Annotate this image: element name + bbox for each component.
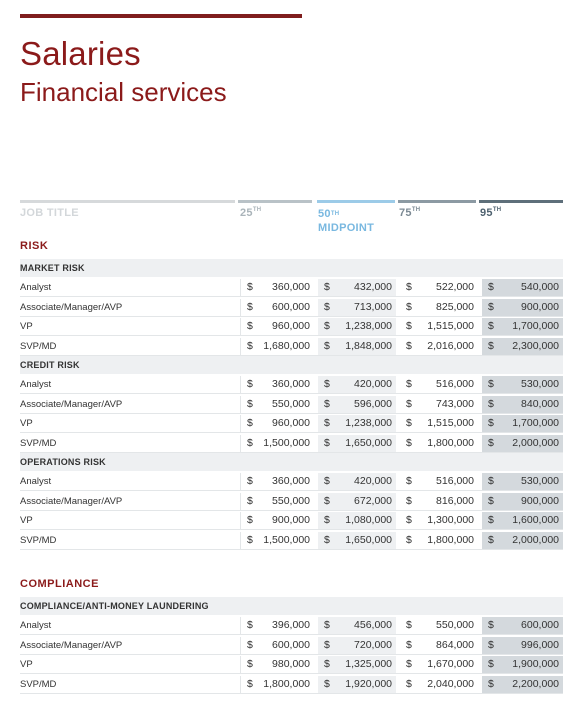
currency-symbol: $ [406,619,412,631]
salary-cell-p75 [400,473,478,490]
salary-cell-p75 [400,435,478,452]
currency-symbol: $ [247,378,253,390]
salary-cell-p95 [482,415,563,432]
salary-cell-p95 [482,396,563,413]
top-rule [20,14,302,18]
salary-amount: 1,238,000 [345,417,392,429]
salary-amount: 1,500,000 [263,436,310,449]
table-row [20,531,563,550]
currency-symbol: $ [324,378,330,390]
salary-cell-p25 [240,512,314,529]
salary-amount: 516,000 [436,475,474,487]
salary-cell-p50 [318,279,396,296]
salary-amount: 1,515,000 [427,320,474,332]
column-rule-50th [317,200,395,203]
salary-cell-p75 [400,338,478,355]
salary-amount: 1,900,000 [512,658,559,670]
job-title-cell: Analyst [20,282,52,293]
currency-symbol: $ [324,638,330,651]
salary-amount: 2,200,000 [512,677,559,690]
salary-amount: 550,000 [272,494,310,507]
salary-amount: 600,000 [272,638,310,651]
salary-cell-p95 [482,637,563,654]
salary-amount: 864,000 [436,638,474,651]
salary-cell-p25 [240,318,314,335]
job-title-cell: VP [20,418,33,429]
salary-cell-p75 [400,299,478,316]
column-rule-75th [398,200,476,203]
salary-amount: 1,080,000 [345,514,392,526]
salary-cell-p50 [318,617,396,634]
salary-amount: 900,000 [521,300,559,313]
salary-amount: 1,800,000 [427,436,474,449]
table-row [20,492,563,511]
currency-symbol: $ [247,397,253,410]
table-row [20,298,563,317]
salary-amount: 1,848,000 [345,339,392,352]
currency-symbol: $ [247,436,253,449]
salary-amount: 456,000 [354,619,392,631]
salary-amount: 960,000 [272,320,310,332]
salary-amount: 2,000,000 [512,533,559,546]
currency-symbol: $ [406,436,412,449]
table-row [20,636,563,655]
salary-amount: 2,016,000 [427,339,474,352]
currency-symbol: $ [247,638,253,651]
column-header-75th-suffix: TH [411,207,421,213]
salary-amount: 816,000 [436,494,474,507]
salary-cell-p50 [318,338,396,355]
salary-amount: 360,000 [272,281,310,293]
salary-cell-p25 [240,279,314,296]
salary-cell-p50 [318,396,396,413]
salary-amount: 1,800,000 [263,677,310,690]
currency-symbol: $ [488,677,494,690]
salary-amount: 980,000 [272,658,310,670]
salary-amount: 1,650,000 [345,436,392,449]
salary-cell-p50 [318,637,396,654]
job-title-cell: Associate/Manager/AVP [20,639,123,651]
salary-amount: 360,000 [272,378,310,390]
currency-symbol: $ [324,281,330,293]
salary-cell-p95 [482,493,563,510]
salary-amount: 672,000 [354,494,392,507]
salary-cell-p50 [318,473,396,490]
salary-cell-p50 [318,512,396,529]
currency-symbol: $ [488,339,494,352]
salary-amount: 960,000 [272,417,310,429]
job-title-cell: Associate/Manager/AVP [20,301,123,313]
salary-cell-p95 [482,512,563,529]
currency-symbol: $ [488,436,494,449]
salary-cell-p75 [400,676,478,693]
salary-cell-p75 [400,637,478,654]
currency-symbol: $ [406,417,412,429]
column-header-50th-suffix: TH [330,211,340,217]
currency-symbol: $ [247,533,253,546]
salary-cell-p95 [482,318,563,335]
salary-cell-p75 [400,376,478,393]
currency-symbol: $ [406,281,412,293]
salary-cell-p50 [318,493,396,510]
job-title-cell: VP [20,321,33,332]
salary-cell-p75 [400,617,478,634]
table-row [20,278,563,297]
salary-amount: 996,000 [521,638,559,651]
currency-symbol: $ [488,533,494,546]
salary-cell-p95 [482,532,563,549]
salary-amount: 600,000 [521,619,559,631]
job-title-cell: VP [20,515,33,526]
currency-symbol: $ [247,514,253,526]
salary-cell-p25 [240,656,314,673]
table-row [20,655,563,674]
salary-amount: 900,000 [521,494,559,507]
currency-symbol: $ [406,514,412,526]
job-title-cell: Associate/Manager/AVP [20,398,123,410]
salary-amount: 550,000 [272,397,310,410]
column-header-25th-suffix: TH [252,207,262,213]
salary-amount: 2,040,000 [427,677,474,690]
currency-symbol: $ [488,619,494,631]
salary-cell-p25 [240,299,314,316]
table-row [20,375,563,394]
salary-cell-p50 [318,318,396,335]
column-header-25th-number: 25 [240,207,253,219]
currency-symbol: $ [488,417,494,429]
currency-symbol: $ [247,320,253,332]
salary-cell-p95 [482,299,563,316]
salary-amount: 530,000 [521,475,559,487]
table-row [20,472,563,491]
salary-cell-p25 [240,376,314,393]
salary-amount: 2,300,000 [512,339,559,352]
currency-symbol: $ [324,339,330,352]
salary-cell-p95 [482,617,563,634]
column-header-75th-number: 75 [399,207,412,219]
salary-amount: 825,000 [436,300,474,313]
salary-cell-p50 [318,299,396,316]
column-header-50th-number: 50 [318,208,331,220]
salary-cell-p25 [240,617,314,634]
job-title-cell: Analyst [20,476,52,487]
currency-symbol: $ [488,320,494,332]
salary-amount: 1,300,000 [427,514,474,526]
salary-amount: 1,700,000 [512,320,559,332]
salary-cell-p50 [318,532,396,549]
salary-cell-p95 [482,376,563,393]
salary-cell-p95 [482,473,563,490]
salary-cell-p75 [400,493,478,510]
currency-symbol: $ [324,677,330,690]
currency-symbol: $ [406,339,412,352]
salary-cell-p75 [400,318,478,335]
salary-amount: 743,000 [436,397,474,410]
column-header-95th [480,207,501,219]
salary-cell-p25 [240,637,314,654]
salary-cell-p50 [318,676,396,693]
table-row [20,317,563,336]
salary-amount: 1,680,000 [263,339,310,352]
currency-symbol: $ [406,300,412,313]
salary-cell-p25 [240,338,314,355]
job-title-cell: SVP/MD [20,437,57,449]
salary-amount: 550,000 [436,619,474,631]
currency-symbol: $ [406,320,412,332]
job-title-cell: SVP/MD [20,340,57,352]
salary-cell-p25 [240,676,314,693]
salary-amount: 522,000 [436,281,474,293]
group-header: OPERATIONS RISK [20,453,563,471]
job-title-cell: SVP/MD [20,678,57,690]
currency-symbol: $ [247,677,253,690]
currency-symbol: $ [324,397,330,410]
salary-amount: 900,000 [272,514,310,526]
salary-amount: 540,000 [521,281,559,293]
salary-cell-p25 [240,532,314,549]
salary-amount: 1,700,000 [512,417,559,429]
salary-amount: 516,000 [436,378,474,390]
currency-symbol: $ [247,417,253,429]
currency-symbol: $ [488,281,494,293]
table-row [20,395,563,414]
salary-cell-p75 [400,656,478,673]
salary-cell-p50 [318,656,396,673]
salary-cell-p25 [240,435,314,452]
currency-symbol: $ [406,638,412,651]
salary-amount: 840,000 [521,397,559,410]
group-header: MARKET RISK [20,259,563,277]
salary-amount: 1,238,000 [345,320,392,332]
job-title-cell: VP [20,659,33,670]
job-title-cell: Associate/Manager/AVP [20,495,123,507]
salary-cell-p95 [482,656,563,673]
currency-symbol: $ [247,281,253,293]
currency-symbol: $ [488,378,494,390]
page-title: Salaries [20,35,141,72]
table-row [20,414,563,433]
salary-amount: 1,800,000 [427,533,474,546]
salary-amount: 1,670,000 [427,658,474,670]
currency-symbol: $ [247,339,253,352]
job-title-cell: Analyst [20,620,52,631]
salary-amount: 420,000 [354,378,392,390]
column-rule-95th [479,200,563,203]
table-row [20,434,563,453]
salary-amount: 1,920,000 [345,677,392,690]
currency-symbol: $ [488,514,494,526]
page-subtitle: Financial services [20,77,227,107]
column-rule-25th [238,200,312,203]
salary-amount: 600,000 [272,300,310,313]
salary-cell-p75 [400,532,478,549]
column-rule-job-title [20,200,235,203]
salary-amount: 596,000 [354,397,392,410]
currency-symbol: $ [488,658,494,670]
salary-cell-p50 [318,376,396,393]
salary-cell-p75 [400,512,478,529]
salary-amount: 2,000,000 [512,436,559,449]
currency-symbol: $ [488,397,494,410]
currency-symbol: $ [324,436,330,449]
salary-cell-p95 [482,676,563,693]
salary-amount: 530,000 [521,378,559,390]
salary-amount: 1,500,000 [263,533,310,546]
section-title: COMPLIANCE [20,578,99,590]
salary-cell-p95 [482,435,563,452]
currency-symbol: $ [324,619,330,631]
currency-symbol: $ [406,658,412,670]
currency-symbol: $ [488,300,494,313]
currency-symbol: $ [247,619,253,631]
salary-cell-p50 [318,435,396,452]
table-row [20,337,563,356]
currency-symbol: $ [488,494,494,507]
currency-symbol: $ [406,475,412,487]
salary-cell-p25 [240,396,314,413]
currency-symbol: $ [406,677,412,690]
job-title-cell: SVP/MD [20,534,57,546]
currency-symbol: $ [488,475,494,487]
group-header: CREDIT RISK [20,356,563,374]
currency-symbol: $ [324,300,330,313]
salary-amount: 1,515,000 [427,417,474,429]
column-header-25th [240,207,261,219]
job-title-cell: Analyst [20,379,52,390]
group-header: COMPLIANCE/ANTI-MONEY LAUNDERING [20,597,563,615]
currency-symbol: $ [324,475,330,487]
salary-cell-p75 [400,415,478,432]
salary-cell-p95 [482,279,563,296]
salary-amount: 720,000 [354,638,392,651]
section-title: RISK [20,240,49,252]
currency-symbol: $ [406,378,412,390]
currency-symbol: $ [247,658,253,670]
salary-amount: 432,000 [354,281,392,293]
table-row [20,616,563,635]
currency-symbol: $ [324,417,330,429]
column-header-95th-suffix: TH [492,207,502,213]
currency-symbol: $ [324,514,330,526]
salary-amount: 420,000 [354,475,392,487]
table-row [20,675,563,694]
currency-symbol: $ [324,320,330,332]
currency-symbol: $ [247,300,253,313]
column-header-job-title: JOB TITLE [20,207,79,219]
column-header-95th-number: 95 [480,207,493,219]
salary-amount: 1,325,000 [345,658,392,670]
currency-symbol: $ [324,658,330,670]
salary-cell-p25 [240,415,314,432]
column-header-75th [399,207,420,219]
salary-cell-p95 [482,338,563,355]
currency-symbol: $ [324,494,330,507]
salary-amount: 1,650,000 [345,533,392,546]
currency-symbol: $ [406,533,412,546]
salary-cell-p25 [240,493,314,510]
currency-symbol: $ [406,494,412,507]
column-header-midpoint: MIDPOINT [318,222,375,234]
salary-cell-p50 [318,415,396,432]
currency-symbol: $ [247,494,253,507]
salary-cell-p75 [400,396,478,413]
currency-symbol: $ [406,397,412,410]
salary-amount: 360,000 [272,475,310,487]
salary-amount: 1,600,000 [512,514,559,526]
currency-symbol: $ [324,533,330,546]
currency-symbol: $ [247,475,253,487]
salary-cell-p75 [400,279,478,296]
salary-cell-p25 [240,473,314,490]
currency-symbol: $ [488,638,494,651]
salary-amount: 713,000 [354,300,392,313]
table-row [20,511,563,530]
salary-amount: 396,000 [272,619,310,631]
column-header-50th [318,207,374,235]
